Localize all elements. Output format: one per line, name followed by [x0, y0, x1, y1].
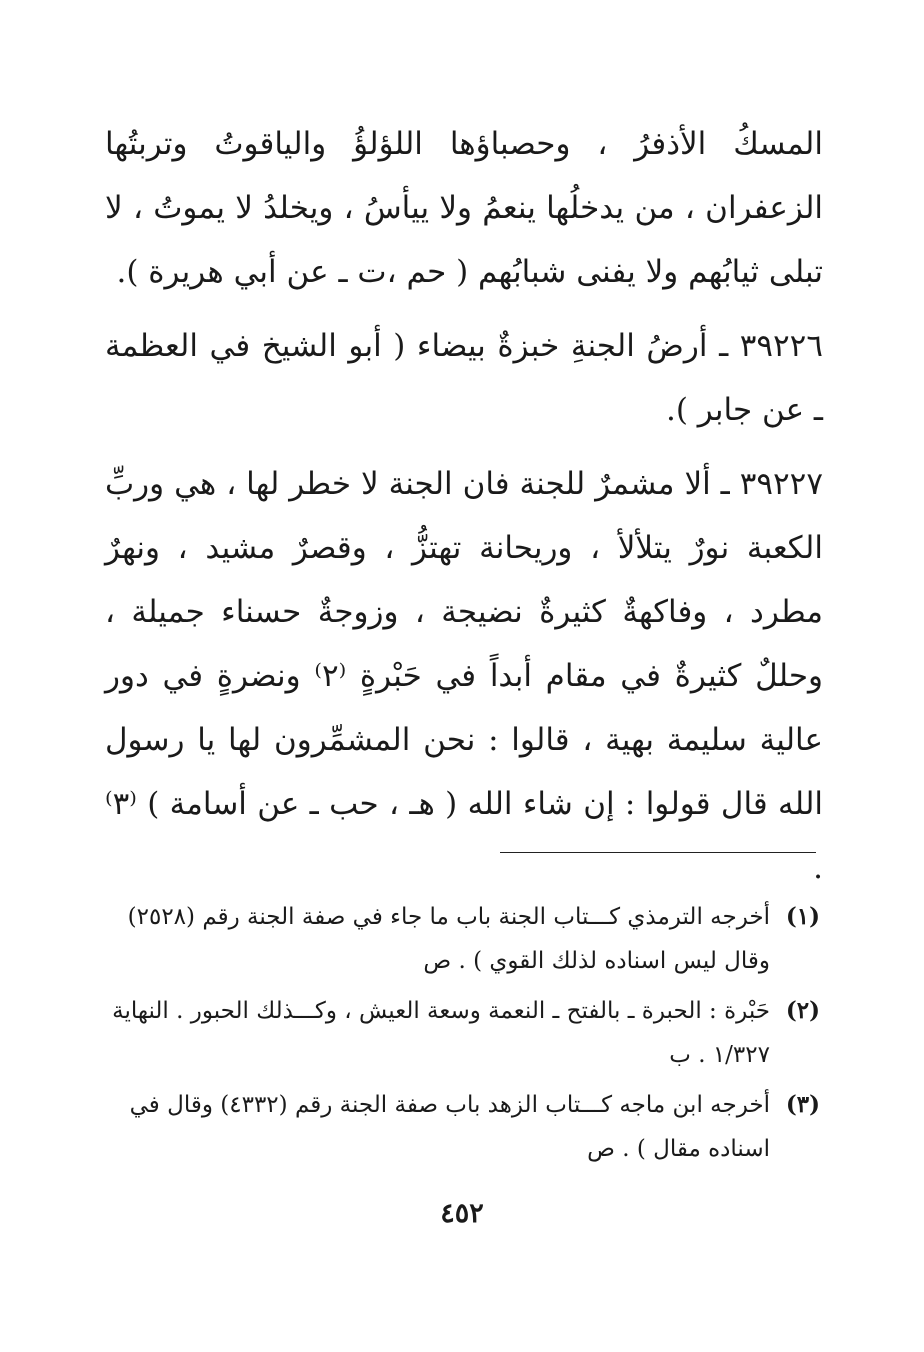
footnote-number: (٢) [785, 997, 820, 1024]
footnote-number: (٣) [785, 1091, 820, 1118]
footnote-text: حَبْرة : الحبرة ـ بالفتح ـ النعمة وسعة العيش ، وكـــذلك الحبور . النهاية ١/٣٢٧ . ب [112, 998, 770, 1068]
paragraph-continuation: المسكُ الأذفرُ ، وحصباؤها اللؤلؤُ والياقوتُ وتربتُها الزعفران ، من يدخلُها ينعمُ ولا ييأسُ ، ويخلدُ لا يموتُ ، لا تبلى ثيابُهم ولا يفنى شبابُهم ( حم ،ت ـ عن أبي هريرة ). [105, 126, 823, 290]
footnote-text: أخرجه ابن ماجه كـــتاب الزهد باب صفة الجنة رقم (٤٣٣٢) وقال في اسناده مقال ) . ص [129, 1092, 770, 1162]
hadith-39226: ٣٩٢٢٦ ـ أرضُ الجنةِ خبزةٌ بيضاء ( أبو الشيخ في العظمة ـ عن جابر ). [105, 328, 823, 428]
footnote-number: (١) [785, 903, 820, 930]
footnote-2 [110, 989, 820, 1077]
footnotes [110, 895, 820, 1177]
main-text [105, 112, 823, 900]
footnote-text: أخرجه الترمذي كـــتاب الجنة باب ما جاء في صفة الجنة رقم (٢٥٢٨) وقال ليس اسناده لذلك القوي ) . ص [127, 904, 770, 974]
page-number: ٤٥٢ [440, 1198, 484, 1229]
hadith-39227: ٣٩٢٢٧ ـ ألا مشمرٌ للجنة فان الجنة لا خطر لها ، هي وربِّ الكعبة نورٌ يتلألأ ، وريحانة تهتزُّ ، وقصرٌ مشيد ، ونهرٌ مطرد ، وفاكهةٌ كثيرةٌ نضيجة ، وزوجةٌ حسناء جميلة ، وحللٌ كثيرةٌ في مقام أبداً في حَبْرةٍ ⁽٢⁾ ونضرةٍ في دور عالية سليمة بهية ، قالوا : نحن المشمِّرون لها يا رسول الله قال قولوا : إن شاء الله ( هـ ، حب ـ عن أسامة ) ⁽٣⁾ . [105, 466, 823, 886]
footnote-3 [110, 1083, 820, 1171]
footnote-divider [500, 852, 816, 853]
footnote-1 [110, 895, 820, 983]
